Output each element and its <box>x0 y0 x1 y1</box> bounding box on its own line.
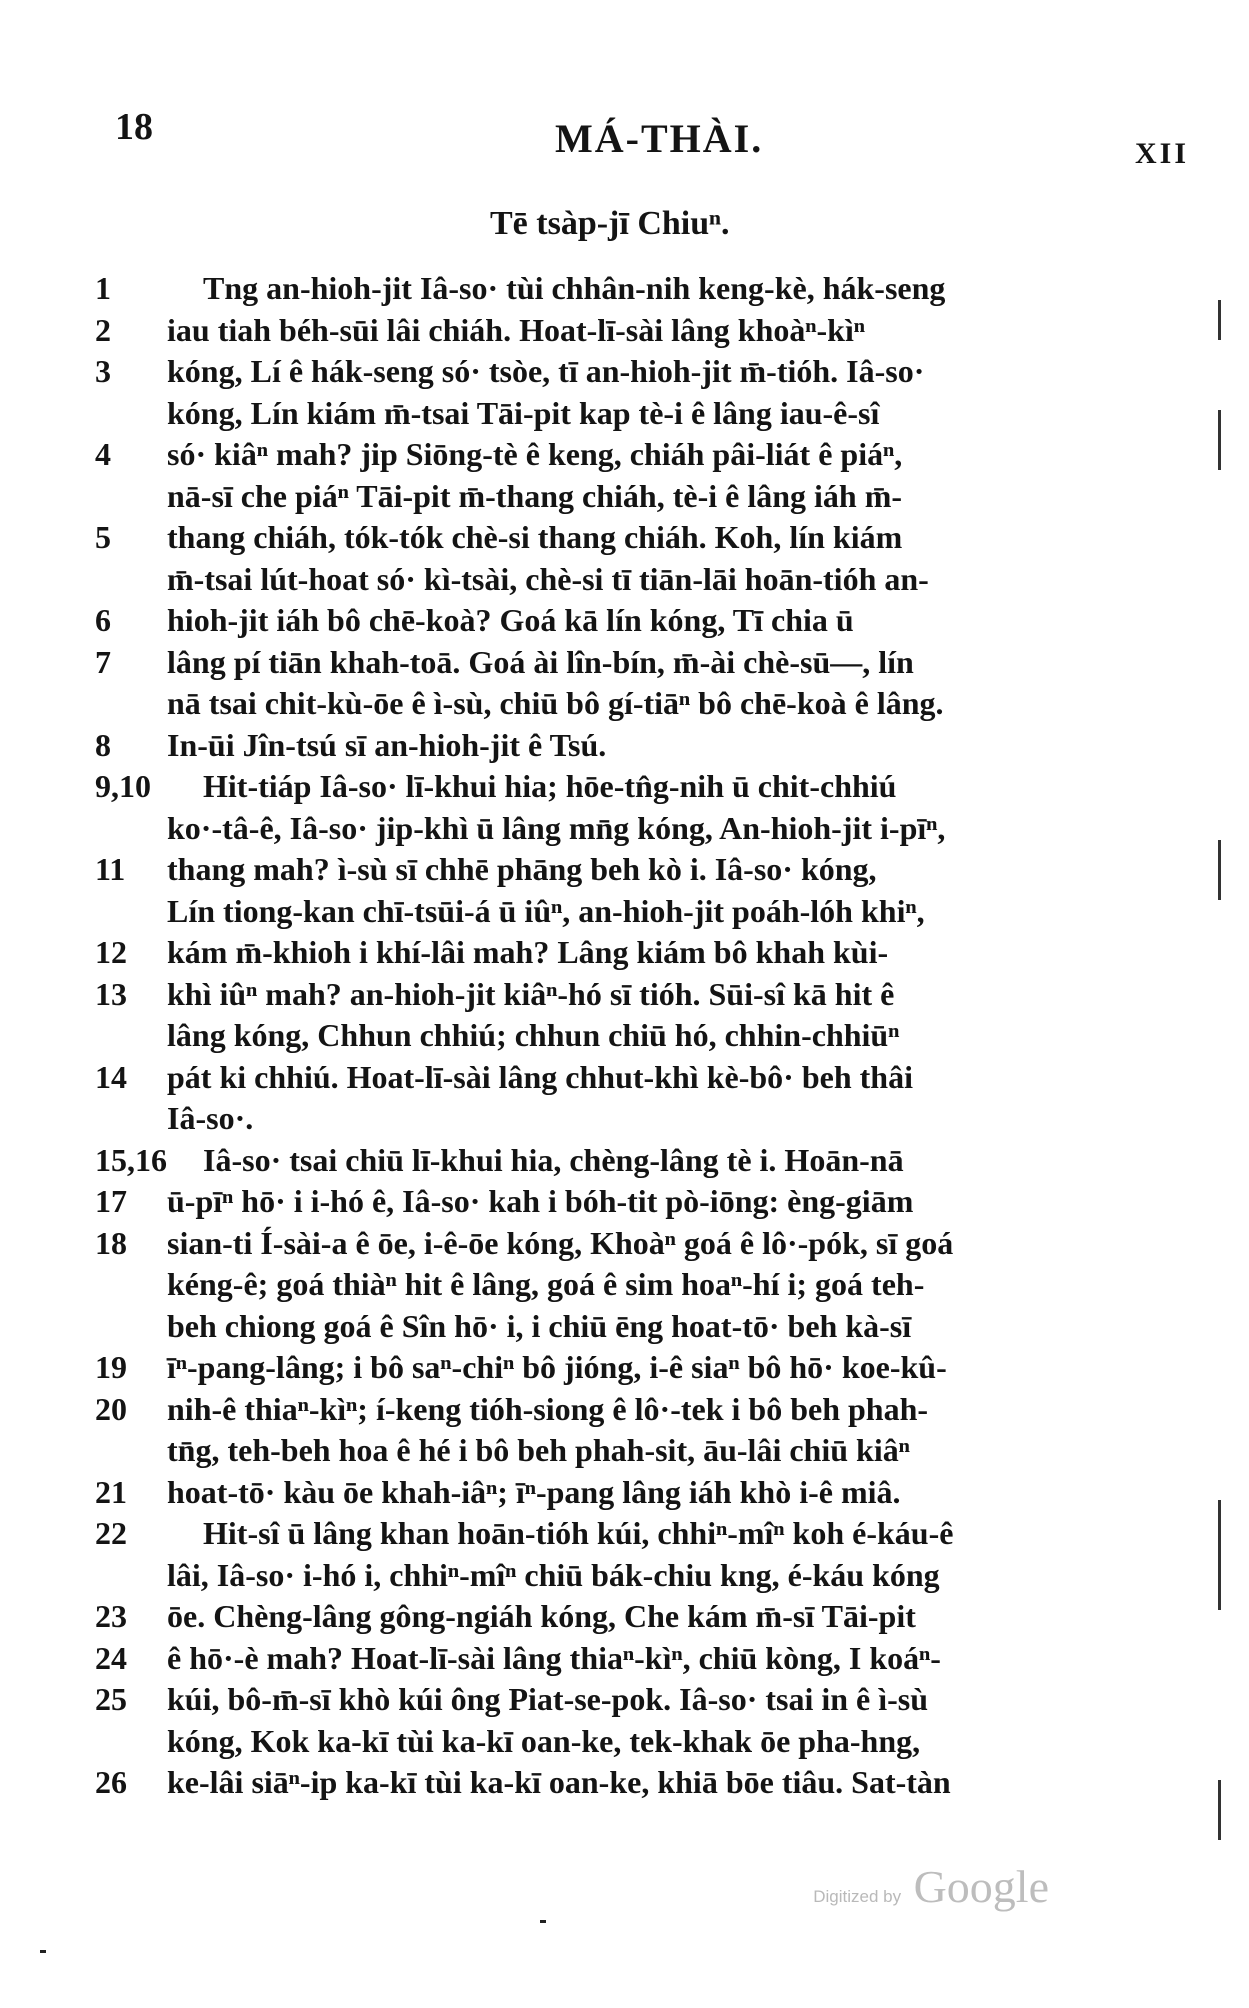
verse-text: ū-pīⁿ hō· i i-hó ê, Iâ-so· kah i bóh-tit pò-iōng: èng-giām <box>167 1183 914 1219</box>
verse-text: só· kiâⁿ mah? jip Siōng-tè ê keng, chiáh pâi-liát ê piáⁿ, <box>167 436 903 472</box>
verse-text: nā tsai chit-kù-ōe ê ì-sù, chiū bô gí-tiāⁿ bô chē-koà ê lâng. <box>167 685 944 721</box>
verse-line <box>95 1015 1210 1057</box>
verse-body <box>95 268 1210 1804</box>
verse-line <box>95 891 1210 933</box>
verse-line <box>95 1472 1210 1514</box>
verse-line <box>95 1140 1210 1182</box>
verse-line <box>95 974 1210 1016</box>
verse-number: 26 <box>95 1764 127 1800</box>
verse-number: 22 <box>95 1515 127 1551</box>
verse-text: thang mah? ì-sù sī chhē phāng beh kò i. Iâ-so· kóng, <box>167 851 877 887</box>
verse-line <box>95 766 1210 808</box>
verse-line <box>95 1389 1210 1431</box>
verse-text: thang chiáh, tók-tók chè-si thang chiáh. Koh, lín kiám <box>167 519 903 555</box>
verse-line <box>95 600 1210 642</box>
verse-number: 21 <box>95 1473 127 1510</box>
page-header <box>115 105 1199 170</box>
margin-rule <box>1218 300 1221 340</box>
verse-number: 17 <box>95 1183 127 1219</box>
verse-line <box>95 1596 1210 1638</box>
verse-number: 14 <box>95 1058 127 1095</box>
verse-number: 18 <box>95 1224 127 1261</box>
verse-line <box>95 434 1210 476</box>
scan-speck <box>540 1920 546 1923</box>
verse-number: 4 <box>95 436 111 472</box>
verse-line <box>95 1762 1210 1804</box>
verse-number: 9,10 <box>95 768 151 804</box>
verse-text: sian-ti Í-sài-a ê ōe, i-ê-ōe kóng, Khoàⁿ goá ê lô·-pók, sī goá <box>167 1224 954 1261</box>
chapter-title: Tē tsàp-jī Chiuⁿ. <box>490 205 730 242</box>
verse-line <box>95 642 1210 684</box>
verse-line <box>95 849 1210 891</box>
chapter-number: XII <box>1134 137 1189 170</box>
verse-number: 23 <box>95 1598 127 1634</box>
verse-number: 5 <box>95 519 111 555</box>
verse-text: lâi, Iâ-so· i-hó i, chhiⁿ-mîⁿ chiū bák-chiu kng, é-káu kóng <box>167 1556 940 1593</box>
verse-text: kéng-ê; goá thiàⁿ hit ê lâng, goá ê sim hoaⁿ-hí i; goá teh- <box>167 1266 925 1302</box>
verse-text: khì iûⁿ mah? an-hioh-jit kiâⁿ-hó sī tióh. Sūi-sî kā hit ê <box>167 975 895 1012</box>
verse-number: 3 <box>95 353 111 389</box>
margin-rule <box>1218 840 1221 900</box>
verse-text: nā-sī che piáⁿ Tāi-pit m̄-thang chiáh, tè-i ê lâng iáh m̄- <box>167 477 903 514</box>
verse-line <box>95 310 1210 352</box>
verse-line <box>95 683 1210 725</box>
verse-text: kóng, Lín kiám m̄-tsai Tāi-pit kap tè-i ê lâng iau-ê-sî <box>167 394 880 431</box>
verse-text: pát ki chhiú. Hoat-lī-sài lâng chhut-khì kè-bô· beh thâi <box>167 1058 913 1095</box>
verse-line <box>95 1181 1210 1223</box>
verse-text: beh chiong goá ê Sîn hō· i, i chiū ēng hoat-tō· beh kà-sī <box>167 1307 912 1344</box>
verse-line <box>95 517 1210 559</box>
verse-line <box>95 1430 1210 1472</box>
verse-line <box>95 1513 1210 1555</box>
running-title: MÁ-THÀI. <box>555 116 764 161</box>
digitized-label: Digitized by <box>813 1887 902 1906</box>
verse-line <box>95 1555 1210 1597</box>
verse-text: kóng, Lí ê hák-seng só· tsòe, tī an-hioh-jit m̄-tióh. Iâ-so· <box>167 353 925 389</box>
verse-line <box>95 1721 1210 1763</box>
verse-number: 6 <box>95 602 111 638</box>
margin-rule <box>1218 1500 1221 1610</box>
verse-number: 25 <box>95 1681 127 1717</box>
verse-line <box>95 808 1210 850</box>
verse-line <box>95 1223 1210 1265</box>
verse-line <box>95 1347 1210 1389</box>
verse-text: Iâ-so· tsai chiū lī-khui hia, chèng-lâng tè i. Hoān-nā <box>203 1141 904 1178</box>
verse-text: ko·-tâ-ê, Iâ-so· jip-khì ū lâng mn̄g kóng, An-hioh-jit i-pīⁿ, <box>167 809 946 846</box>
google-logo: Google <box>913 1861 1049 1912</box>
verse-text: ê hō·-è mah? Hoat-lī-sài lâng thiaⁿ-kìⁿ, chiū kòng, I koáⁿ- <box>167 1639 941 1676</box>
verse-text: ōe. Chèng-lâng gông-ngiáh kóng, Che kám m̄-sī Tāi-pit <box>167 1598 916 1634</box>
digitized-watermark <box>813 1860 1049 1913</box>
verse-text: īⁿ-pang-lâng; i bô saⁿ-chiⁿ bô jióng, i-ê siaⁿ bô hō· koe-kû- <box>167 1349 947 1385</box>
margin-rule <box>1218 410 1221 470</box>
verse-number: 12 <box>95 934 127 970</box>
verse-text: m̄-tsai lút-hoat só· kì-tsài, chè-si tī tiān-lāi hoān-tióh an- <box>167 560 929 597</box>
verse-line <box>95 725 1210 767</box>
verse-text: Hit-tiáp Iâ-so· lī-khui hia; hōe-tn̂g-nih ū chit-chhiú <box>203 768 897 804</box>
verse-text: kám m̄-khioh i khí-lâi mah? Lâng kiám bô khah kùi- <box>167 934 889 970</box>
verse-text: tn̄g, teh-beh hoa ê hé i bô beh phah-sit, āu-lâi chiū kiâⁿ <box>167 1432 910 1468</box>
verse-line <box>95 1306 1210 1348</box>
verse-text: hioh-jit iáh bô chē-koà? Goá kā lín kóng, Tī chia ū <box>167 602 854 638</box>
verse-text: kóng, Kok ka-kī tùi ka-kī oan-ke, tek-khak ōe pha-hng, <box>167 1722 921 1759</box>
verse-text: ke-lâi siāⁿ-ip ka-kī tùi ka-kī oan-ke, khiā bōe tiâu. Sat-tàn <box>167 1764 951 1800</box>
verse-text: Lín tiong-kan chī-tsūi-á ū iûⁿ, an-hioh-jit poáh-lóh khiⁿ, <box>167 892 925 929</box>
verse-line <box>95 932 1210 974</box>
verse-number: 8 <box>95 726 111 763</box>
verse-text: In-ūi Jîn-tsú sī an-hioh-jit ê Tsú. <box>167 726 607 763</box>
verse-line <box>95 1679 1210 1721</box>
verse-number: 20 <box>95 1390 127 1427</box>
verse-line <box>95 476 1210 518</box>
verse-line <box>95 559 1210 601</box>
verse-number: 1 <box>95 270 111 306</box>
verse-text: nih-ê thiaⁿ-kìⁿ; í-keng tióh-siong ê lô·-tek i bô beh phah- <box>167 1390 929 1427</box>
verse-line <box>95 351 1210 393</box>
verse-text: Hit-sî ū lâng khan hoān-tióh kúi, chhiⁿ-mîⁿ koh é-káu-ê <box>203 1515 954 1551</box>
verse-number: 15,16 <box>95 1141 167 1178</box>
verse-text: lâng kóng, Chhun chhiú; chhun chiū hó, chhin-chhiūⁿ <box>167 1017 900 1053</box>
verse-text: iau tiah béh-sūi lâi chiáh. Hoat-lī-sài lâng khoàⁿ-kìⁿ <box>167 311 865 348</box>
verse-line <box>95 1264 1210 1306</box>
verse-line <box>95 1638 1210 1680</box>
margin-rule <box>1218 1780 1221 1840</box>
scan-speck <box>40 1950 46 1953</box>
verse-line <box>95 1057 1210 1099</box>
verse-text: Iâ-so·. <box>167 1100 254 1136</box>
verse-line <box>95 393 1210 435</box>
verse-text: lâng pí tiān khah-toā. Goá ài lîn-bín, m̄-ài chè-sū—, lín <box>167 643 914 680</box>
verse-text: Tng an-hioh-jit Iâ-so· tùi chhân-nih keng-kè, hák-seng <box>203 270 946 306</box>
verse-number: 7 <box>95 643 111 680</box>
verse-number: 24 <box>95 1639 127 1676</box>
verse-number: 2 <box>95 311 111 348</box>
verse-line <box>95 268 1210 310</box>
verse-text: hoat-tō· kàu ōe khah-iâⁿ; īⁿ-pang lâng iáh khò i-ê miâ. <box>167 1473 901 1510</box>
verse-line <box>95 1098 1210 1140</box>
verse-number: 19 <box>95 1349 127 1385</box>
verse-number: 13 <box>95 975 127 1012</box>
page-number: 18 <box>115 106 153 148</box>
verse-number: 11 <box>95 851 126 887</box>
verse-text: kúi, bô-m̄-sī khò kúi ông Piat-se-pok. Iâ-so· tsai in ê ì-sù <box>167 1681 929 1717</box>
